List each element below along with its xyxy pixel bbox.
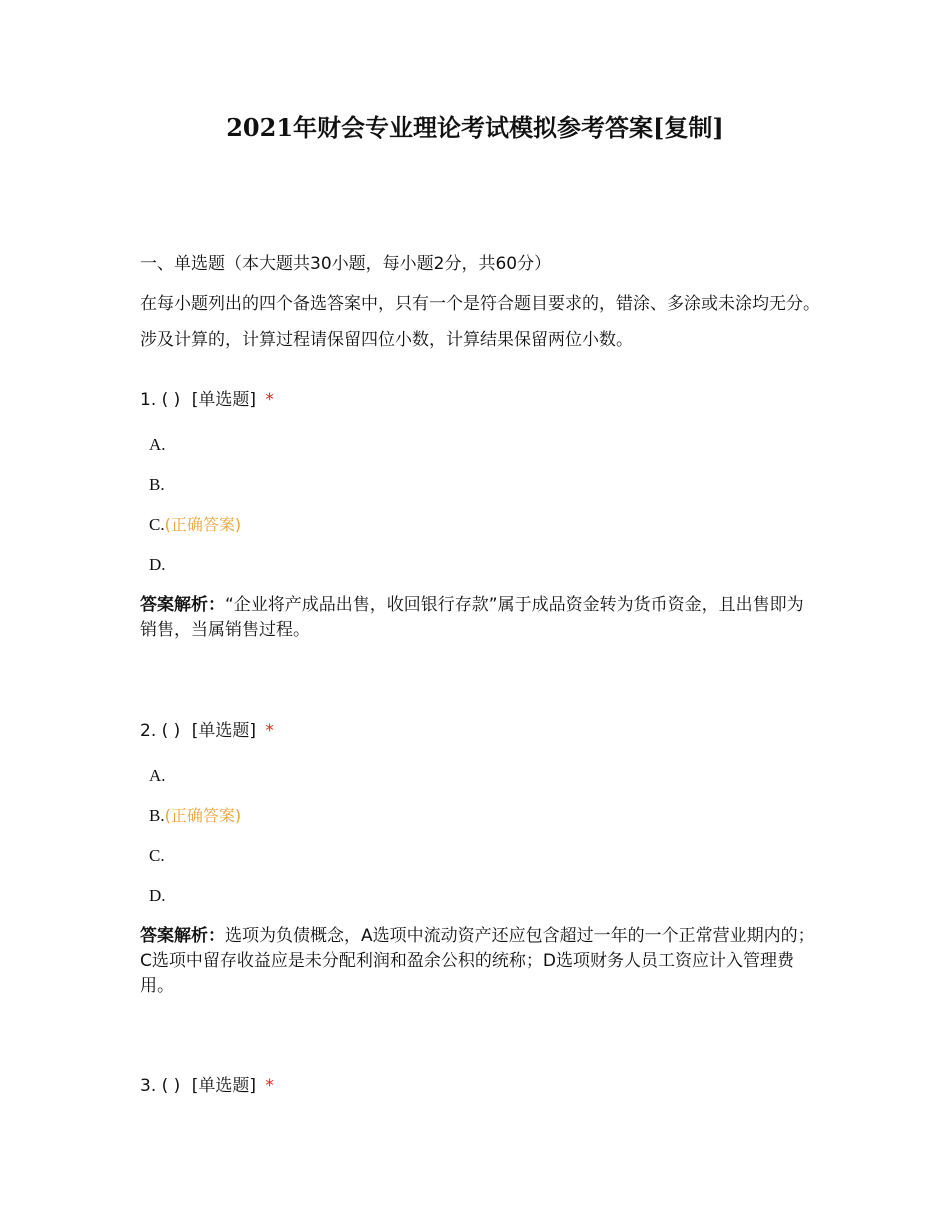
answer-analysis <box>140 593 820 643</box>
section-heading: 一、单选题（本大题共30小题，每小题2分，共60分） <box>140 254 552 274</box>
question-header <box>140 719 274 743</box>
question-number: 2. ( ) <box>140 721 181 741</box>
option-c[interactable]: C. <box>149 846 165 865</box>
option-c[interactable]: C.(正确答案) <box>149 515 242 534</box>
option-d[interactable]: D. <box>149 886 166 905</box>
required-marker: * <box>265 1076 274 1096</box>
question-number: 3. ( ) <box>140 1076 181 1096</box>
question-header <box>140 1074 274 1098</box>
document-title: 2021年财会专业理论考试模拟参考答案[复制] <box>226 113 724 142</box>
section-instructions: 在每小题列出的四个备选答案中，只有一个是符合题目要求的，错涂、多涂或未涂均无分。涉及计算的，计算过程请保留四位小数，计算结果保留两位小数。 <box>140 294 820 350</box>
correct-answer-tag: (正确答案) <box>164 806 242 825</box>
required-marker: * <box>265 721 274 741</box>
question-type: [单选题] <box>191 390 256 410</box>
question-header <box>140 388 274 412</box>
option-b[interactable]: B. <box>149 475 165 494</box>
analysis-text: “企业将产成品出售，收回银行存款”属于成品资金转为货币资金，且出售即为销售，当属销售过程。 <box>140 595 804 640</box>
option-d[interactable]: D. <box>149 555 166 574</box>
option-b[interactable]: B.(正确答案) <box>149 806 242 825</box>
question-number: 1. ( ) <box>140 390 181 410</box>
analysis-label: 答案解析： <box>140 595 225 615</box>
analysis-text: 选项为负债概念，A选项中流动资产还应包含超过一年的一个正常营业期内的；C选项中留存收益应是未分配利润和盈余公积的统称；D选项财务人员工资应计入管理费用。 <box>140 926 815 996</box>
answer-analysis <box>140 924 820 999</box>
option-a[interactable]: A. <box>149 766 166 785</box>
required-marker: * <box>265 390 274 410</box>
question-type: [单选题] <box>191 721 256 741</box>
option-a[interactable]: A. <box>149 435 166 454</box>
question-type: [单选题] <box>191 1076 256 1096</box>
correct-answer-tag: (正确答案) <box>164 515 242 534</box>
analysis-label: 答案解析： <box>140 926 225 946</box>
